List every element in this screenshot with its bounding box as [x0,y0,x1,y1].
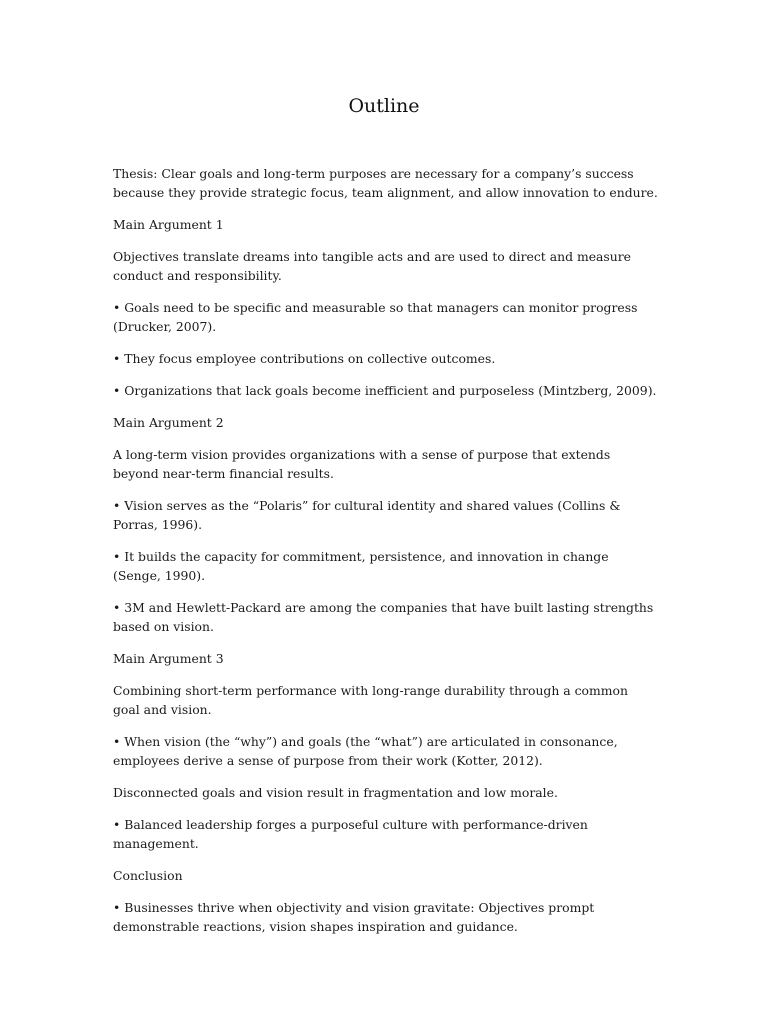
body-paragraph: Combining short-term performance with long-range durability through a common goal and vision. [113,683,628,717]
bullet-item: • When vision (the “why”) and goals (the “what”) are articulated in consonance, employees derive a sense of purpose from their work (Kotter, 2012). [113,734,618,768]
thesis-paragraph: Thesis: Clear goals and long-term purposes are necessary for a company’s success because they provide strategic focus, team alignment, and allow innovation to endure. [113,166,658,200]
body-paragraph: Disconnected goals and vision result in fragmentation and low morale. [113,785,558,800]
page-title: Outline [348,95,420,117]
bullet-item: • Balanced leadership forges a purposeful culture with performance-driven management. [113,817,588,851]
section-heading-argument-3: Main Argument 3 [113,651,224,666]
section-heading-argument-1: Main Argument 1 [113,217,224,232]
bullet-item: • It builds the capacity for commitment, persistence, and innovation in change (Senge, 1990). [113,549,609,583]
section-heading-argument-2: Main Argument 2 [113,415,224,430]
body-paragraph: Objectives translate dreams into tangible acts and are used to direct and measure conduct and responsibility. [113,249,632,283]
bullet-item: • They focus employee contributions on collective outcomes. [113,351,496,366]
body-paragraph: A long-term vision provides organizations with a sense of purpose that extends beyond near-term financial results. [113,447,611,481]
bullet-item: • Businesses thrive when objectivity and vision gravitate: Objectives prompt demonstrable reactions, vision shapes inspiration and guidance. [113,900,595,934]
section-heading-conclusion: Conclusion [113,868,183,883]
bullet-item: • Organizations that lack goals become inefficient and purposeless (Mintzberg, 2009). [113,383,657,398]
bullet-item: • Vision serves as the “Polaris” for cultural identity and shared values (Collins & Porras, 1996). [113,498,621,532]
bullet-item: • 3M and Hewlett-Packard are among the companies that have built lasting strengths based on vision. [113,600,654,634]
bullet-item: • Goals need to be specific and measurable so that managers can monitor progress (Drucker, 2007). [113,300,638,334]
document-body [113,164,658,949]
